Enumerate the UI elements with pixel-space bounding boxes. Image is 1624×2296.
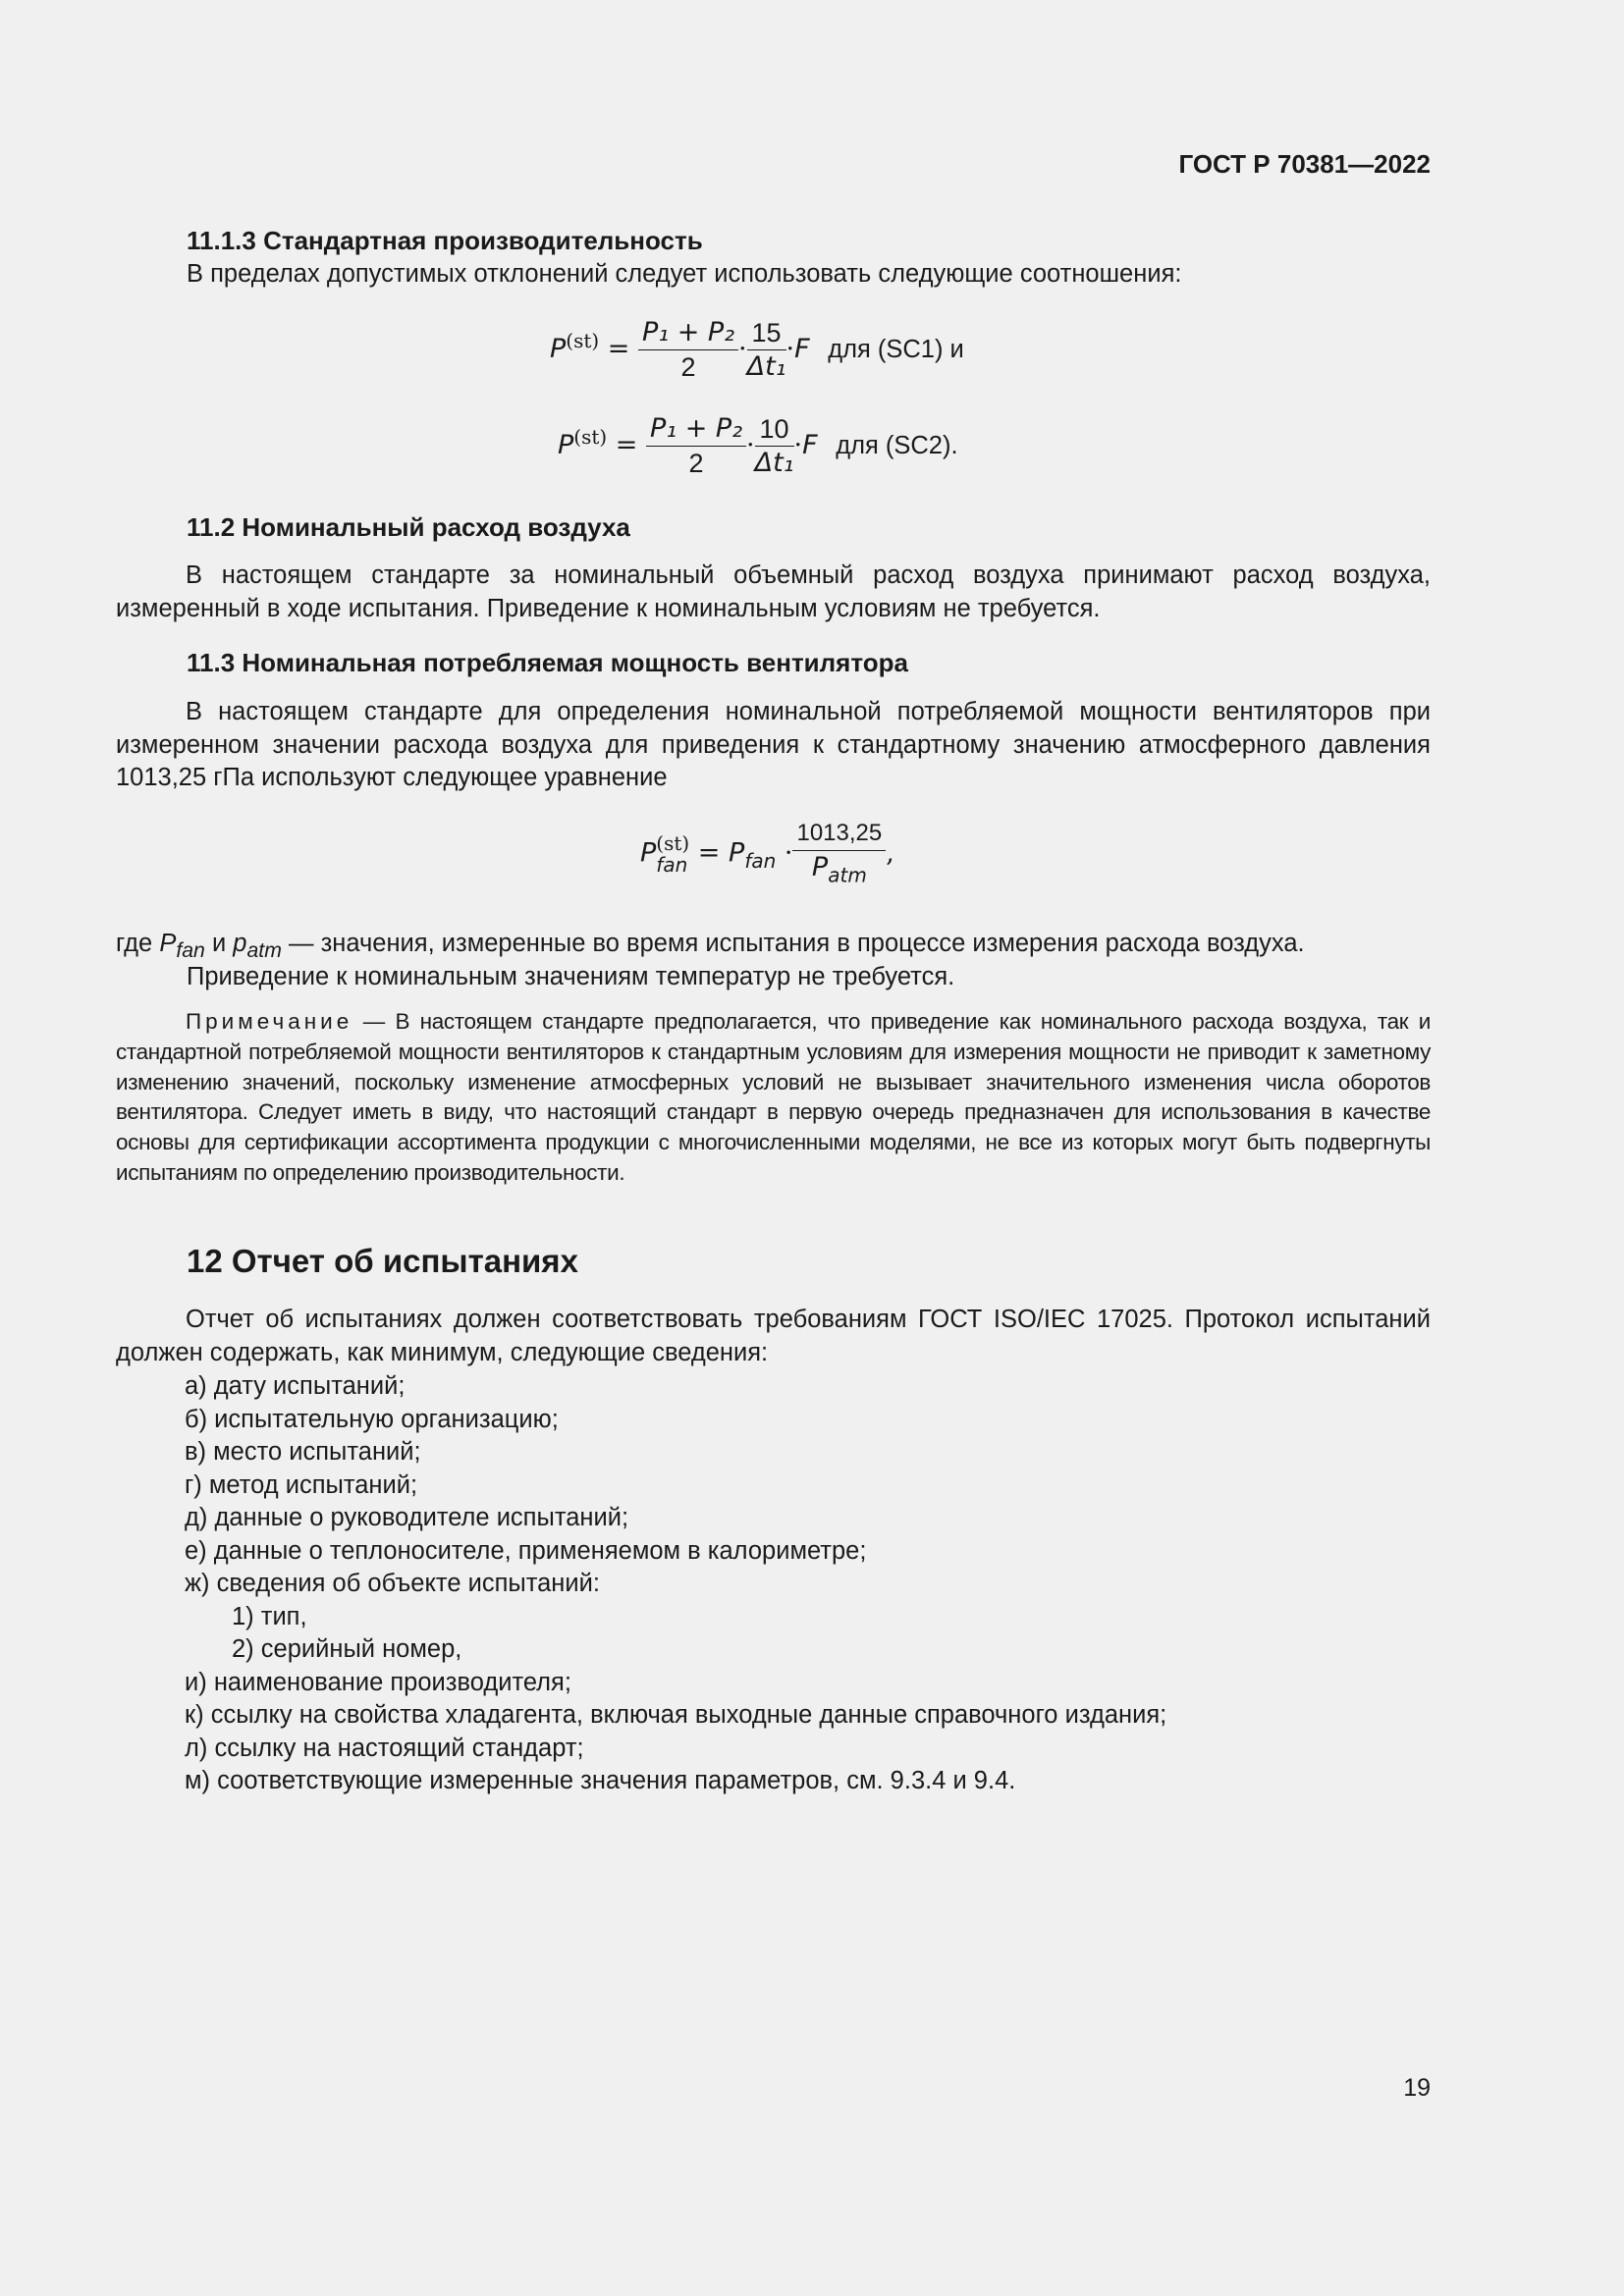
formula-f: F xyxy=(794,334,810,364)
formula-sc1: $P^{(st)}$ = $\frac{\text{P₁ + P₂}}{2}$ · $\frac{15}{\text{Δt₁}}$ ·F для (SC1) и xyxy=(550,317,964,382)
formula-sub: fan xyxy=(656,853,688,878)
formula-f: F xyxy=(802,430,818,460)
section-11-2-text: В настоящем стандарте за номинальный объемный расход воздуха принимают расход воздуха, измеренный в ходе испытания. Приведение к номинальным условиям не требуется. xyxy=(116,561,1431,622)
list-subitem: 1) тип, xyxy=(232,1602,307,1630)
formula-sup: (st) xyxy=(566,329,600,352)
formula-sup: (st) xyxy=(573,425,608,449)
list-item: м) соответствующие измеренные значения параметров, см. 9.3.4 и 9.4. xyxy=(185,1767,1016,1794)
list-item: ж) сведения об объекте испытаний: xyxy=(185,1570,600,1597)
where-pre: где xyxy=(116,930,160,957)
section-11-1-3-title: 11.1.3 Стандартная производительность xyxy=(187,226,703,255)
fraction xyxy=(646,412,746,480)
section-11-3-text: В настоящем стандарте для определения номинальной потребляемой мощности вентиляторов при измеренном значении расхода воздуха для приведения к стандартному значению атмосферного давления 1013,25 гПа используют следующее уравнение xyxy=(116,698,1431,791)
section-11-1-3-text: В пределах допустимых отклонений следует использовать следующие соотношения: xyxy=(187,260,1182,288)
where-p1-sub: fan xyxy=(176,938,205,963)
list-item: в) место испытаний; xyxy=(185,1438,421,1466)
list-item: б) испытательную организацию; xyxy=(185,1405,559,1433)
note-label: Примечание xyxy=(186,1009,353,1034)
list-item: к) ссылку на свойства хладагента, включая выходные данные справочного издания; xyxy=(185,1701,1167,1729)
fraction xyxy=(638,316,738,384)
where-p2: p xyxy=(233,930,247,957)
note xyxy=(116,1007,1431,1189)
page-number: 19 xyxy=(1403,2074,1431,2102)
list-item: д) данные о руководителе испытаний; xyxy=(185,1504,629,1531)
where-text: — значения, измеренные во время испытания в процессе измерения расхода воздуха. xyxy=(281,930,1305,957)
list-subitem: 2) серийный номер, xyxy=(232,1635,462,1663)
formula-tail: для (SC2). xyxy=(836,432,958,459)
formula-sup: (st) xyxy=(656,831,690,856)
fraction-num: P₁ + P₂ xyxy=(638,316,738,350)
list-item: л) ссылку на настоящий стандарт; xyxy=(185,1734,584,1762)
where-p1: P xyxy=(159,930,177,957)
section-11-3-title: 11.3 Номинальная потребляемая мощность вентилятора xyxy=(187,648,908,677)
fraction xyxy=(747,316,786,384)
list-item: е) данные о теплоносителе, применяемом в калориметре; xyxy=(185,1536,867,1565)
fraction-den-symbol: P xyxy=(811,852,829,882)
fraction xyxy=(792,817,886,891)
section-12-title: 12 Отчет об испытаниях xyxy=(187,1243,578,1279)
formula-rhs-sub: fan xyxy=(744,849,777,874)
where-mid: и xyxy=(204,930,234,957)
note-text: — В настоящем стандарте предполагается, что приведение как номинального расхода воздуха, так и стандартной потребляемой мощности вентиляторов к стандартным условиям для измерения мощности не приводит к заметному изменению значений, поскольку изменение атмосферных условий не вызывает значительного изменения числа оборотов вентилятора. Следует иметь в виду, что настоящий стандарт в первую очередь предназначен для использования в качестве основы для сертификации ассортимента продукции с многочисленными моделями, не все из которых могут быть подвергнуты испытаниям по определению производительности. xyxy=(116,1009,1431,1185)
formula-sc2: $P^{(st)}$ = $\frac{\text{P₁ + P₂}}{2}$ · $\frac{10}{\text{Δt₁}}$ ·F для (SC2). xyxy=(558,413,958,478)
where-p2-sub: atm xyxy=(246,938,282,963)
formula-tail: , xyxy=(886,837,894,869)
fraction-den: 2 xyxy=(688,449,704,478)
document-id: ГОСТ Р 70381—2022 xyxy=(1178,149,1431,179)
fraction-den: Δt₁ xyxy=(746,351,786,382)
fraction-den-sub: atm xyxy=(828,863,867,887)
formula-fan-power: P (st) fan = $P_{fan}$ · $\frac{1013,25}{P_{atm}}$ , xyxy=(640,817,894,891)
formula-lhs: P xyxy=(558,430,574,460)
formula-rhs: P xyxy=(729,837,745,869)
section-12-text: Отчет об испытаниях должен соответствовать требованиям ГОСТ ISO/IEC 17025. Протокол испытаний должен содержать, как минимум, следующие сведения: xyxy=(116,1306,1431,1366)
list-item: а) дату испытаний; xyxy=(185,1372,406,1400)
fraction xyxy=(755,412,794,480)
section-11-2-title: 11.2 Номинальный расход воздуха xyxy=(187,512,630,542)
fraction-num: 1013,25 xyxy=(792,817,886,851)
where-line-2: Приведение к номинальным значениям температур не требуется. xyxy=(187,963,955,990)
fraction-den: 2 xyxy=(680,352,696,382)
list-item: и) наименование производителя; xyxy=(185,1668,571,1696)
fraction-num: 10 xyxy=(755,412,794,447)
list-item: г) метод испытаний; xyxy=(185,1470,418,1499)
formula-lhs: P xyxy=(640,837,657,869)
fraction-den: Δt₁ xyxy=(754,448,794,478)
fraction-num: 15 xyxy=(747,316,786,350)
fraction-num: P₁ + P₂ xyxy=(646,412,746,447)
formula-lhs: P xyxy=(550,334,567,364)
formula-tail: для (SC1) и xyxy=(828,336,964,363)
fraction-den xyxy=(792,851,886,891)
